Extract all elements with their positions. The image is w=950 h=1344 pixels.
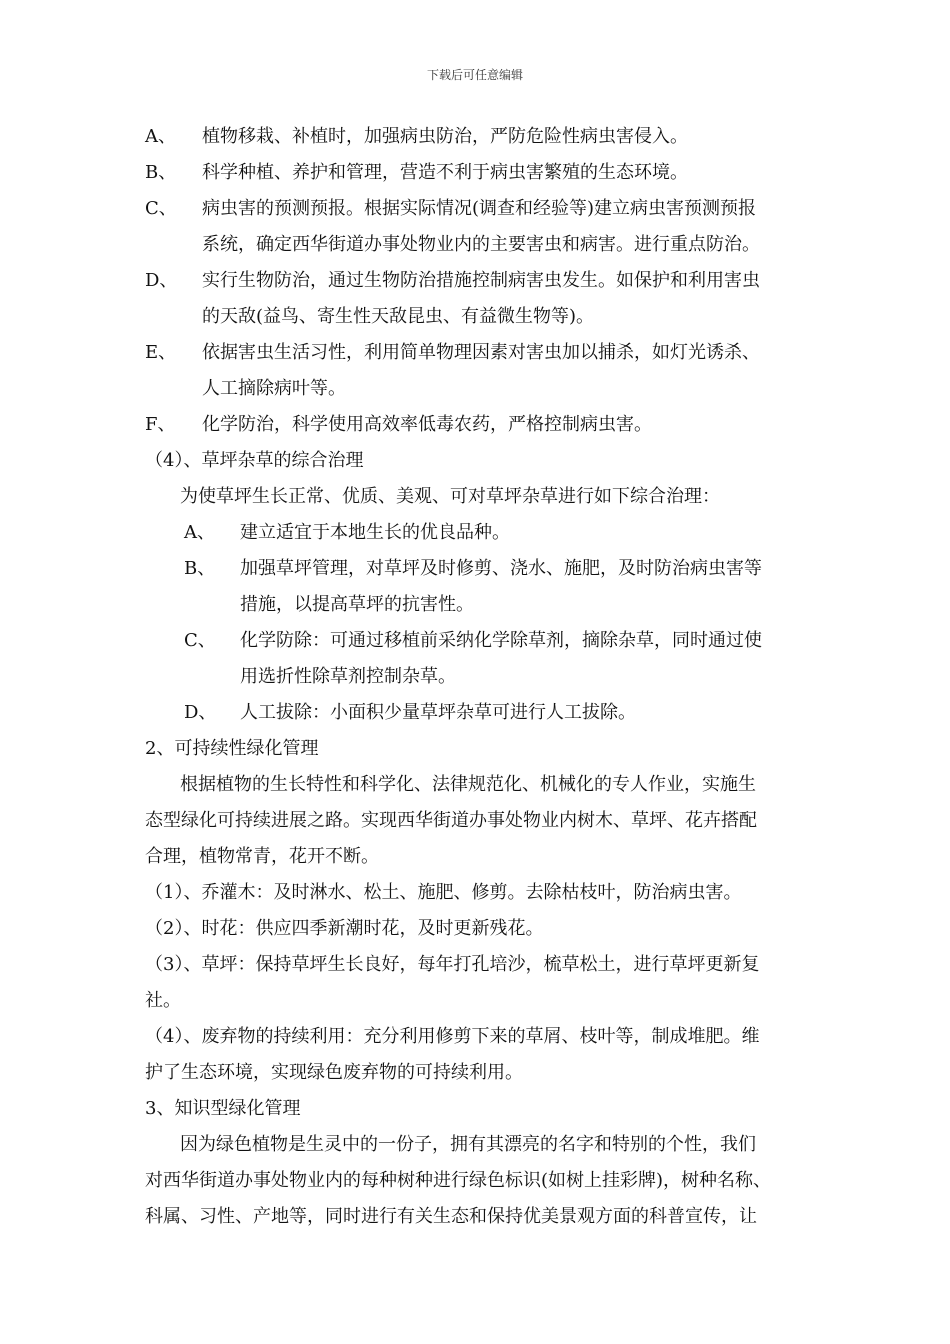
list2-b-text-1: 加强草坪管理，对草坪及时修剪、浇水、施肥，及时防治病虫害等 <box>240 558 762 579</box>
list1-f-label: F、 <box>145 414 176 435</box>
section2-item-1: （1）、乔灌木：及时淋水、松土、施肥、修剪。去除枯枝叶，防治病虫害。 <box>145 882 742 903</box>
section2-item-3-line-1: （3）、草坪：保持草坪生长良好，每年打孔培沙，梳草松土，进行草坪更新复 <box>145 954 760 975</box>
section3-para-3: 科属、习性、产地等，同时进行有关生态和保持优美景观方面的科普宣传，让 <box>145 1206 757 1227</box>
list1-c-text-2: 系统，确定西华街道办事处物业内的主要害虫和病害。进行重点防治。 <box>202 234 760 255</box>
section2-title: 2、可持续性绿化管理 <box>145 738 319 759</box>
list1-d-text-2: 的天敌(益鸟、寄生性天敌昆虫、有益微生物等)。 <box>202 306 595 327</box>
list1-d-text-1: 实行生物防治，通过生物防治措施控制病害虫发生。如保护和利用害虫 <box>202 270 760 291</box>
list2-b-text-2: 措施，以提高草坪的抗害性。 <box>240 594 474 615</box>
section2-item-3-line-2: 社。 <box>145 990 181 1011</box>
list2-d-text: 人工拔除：小面积少量草坪杂草可进行人工拔除。 <box>240 702 636 723</box>
list1-a-label: A、 <box>145 126 176 147</box>
list1-e-text-2: 人工摘除病叶等。 <box>202 378 346 399</box>
list1-d-label: D、 <box>145 270 178 291</box>
section2-item-2: （2）、时花：供应四季新潮时花，及时更新残花。 <box>145 918 544 939</box>
list2-d-label: D、 <box>184 702 217 723</box>
list1-b-label: B、 <box>145 162 177 183</box>
list1-e-label: E、 <box>145 342 177 363</box>
section2-para-2: 态型绿化可持续进展之路。实现西华街道办事处物业内树木、草坪、花卉搭配 <box>145 810 757 831</box>
section3-para-1: 因为绿色植物是生灵中的一份子，拥有其漂亮的名字和特别的个性，我们 <box>180 1134 756 1155</box>
section2-item-4-line-2: 护了生态环境，实现绿色废弃物的可持续利用。 <box>145 1062 523 1083</box>
section4-intro: 为使草坪生长正常、优质、美观、可对草坪杂草进行如下综合治理： <box>180 486 720 507</box>
section2-item-4-line-1: （4）、废弃物的持续利用：充分利用修剪下来的草屑、枝叶等，制成堆肥。维 <box>145 1026 760 1047</box>
section3-title: 3、知识型绿化管理 <box>145 1098 301 1119</box>
list2-a-text: 建立适宜于本地生长的优良品种。 <box>240 522 510 543</box>
list1-b-text: 科学种植、养护和管理，营造不利于病虫害繁殖的生态环境。 <box>202 162 688 183</box>
section2-para-3: 合理，植物常青，花开不断。 <box>145 846 379 867</box>
list2-c-text-1: 化学防除：可通过移植前采纳化学除草剂，摘除杂草，同时通过使 <box>240 630 762 651</box>
list1-e-text-1: 依据害虫生活习性，利用简单物理因素对害虫加以捕杀，如灯光诱杀、 <box>202 342 760 363</box>
section4-title: （4）、草坪杂草的综合治理 <box>145 450 364 471</box>
list1-c-text-1: 病虫害的预测预报。根据实际情况(调查和经验等)建立病虫害预测预报 <box>202 198 757 219</box>
list1-c-label: C、 <box>145 198 177 219</box>
list2-c-text-2: 用选折性除草剂控制杂草。 <box>240 666 456 687</box>
list2-c-label: C、 <box>184 630 216 651</box>
list1-a-text: 植物移栽、补植时，加强病虫防治，严防危险性病虫害侵入。 <box>202 126 688 147</box>
list1-f-text: 化学防治，科学使用高效率低毒农药，严格控制病虫害。 <box>202 414 652 435</box>
section2-para-1: 根据植物的生长特性和科学化、法律规范化、机械化的专人作业，实施生 <box>180 774 756 795</box>
list2-a-label: A、 <box>184 522 215 543</box>
list2-b-label: B、 <box>184 558 216 579</box>
page-header: 下载后可任意编辑 <box>426 68 523 82</box>
section3-para-2: 对西华街道办事处物业内的每种树种进行绿色标识(如树上挂彩牌)，树种名称、 <box>145 1170 772 1191</box>
